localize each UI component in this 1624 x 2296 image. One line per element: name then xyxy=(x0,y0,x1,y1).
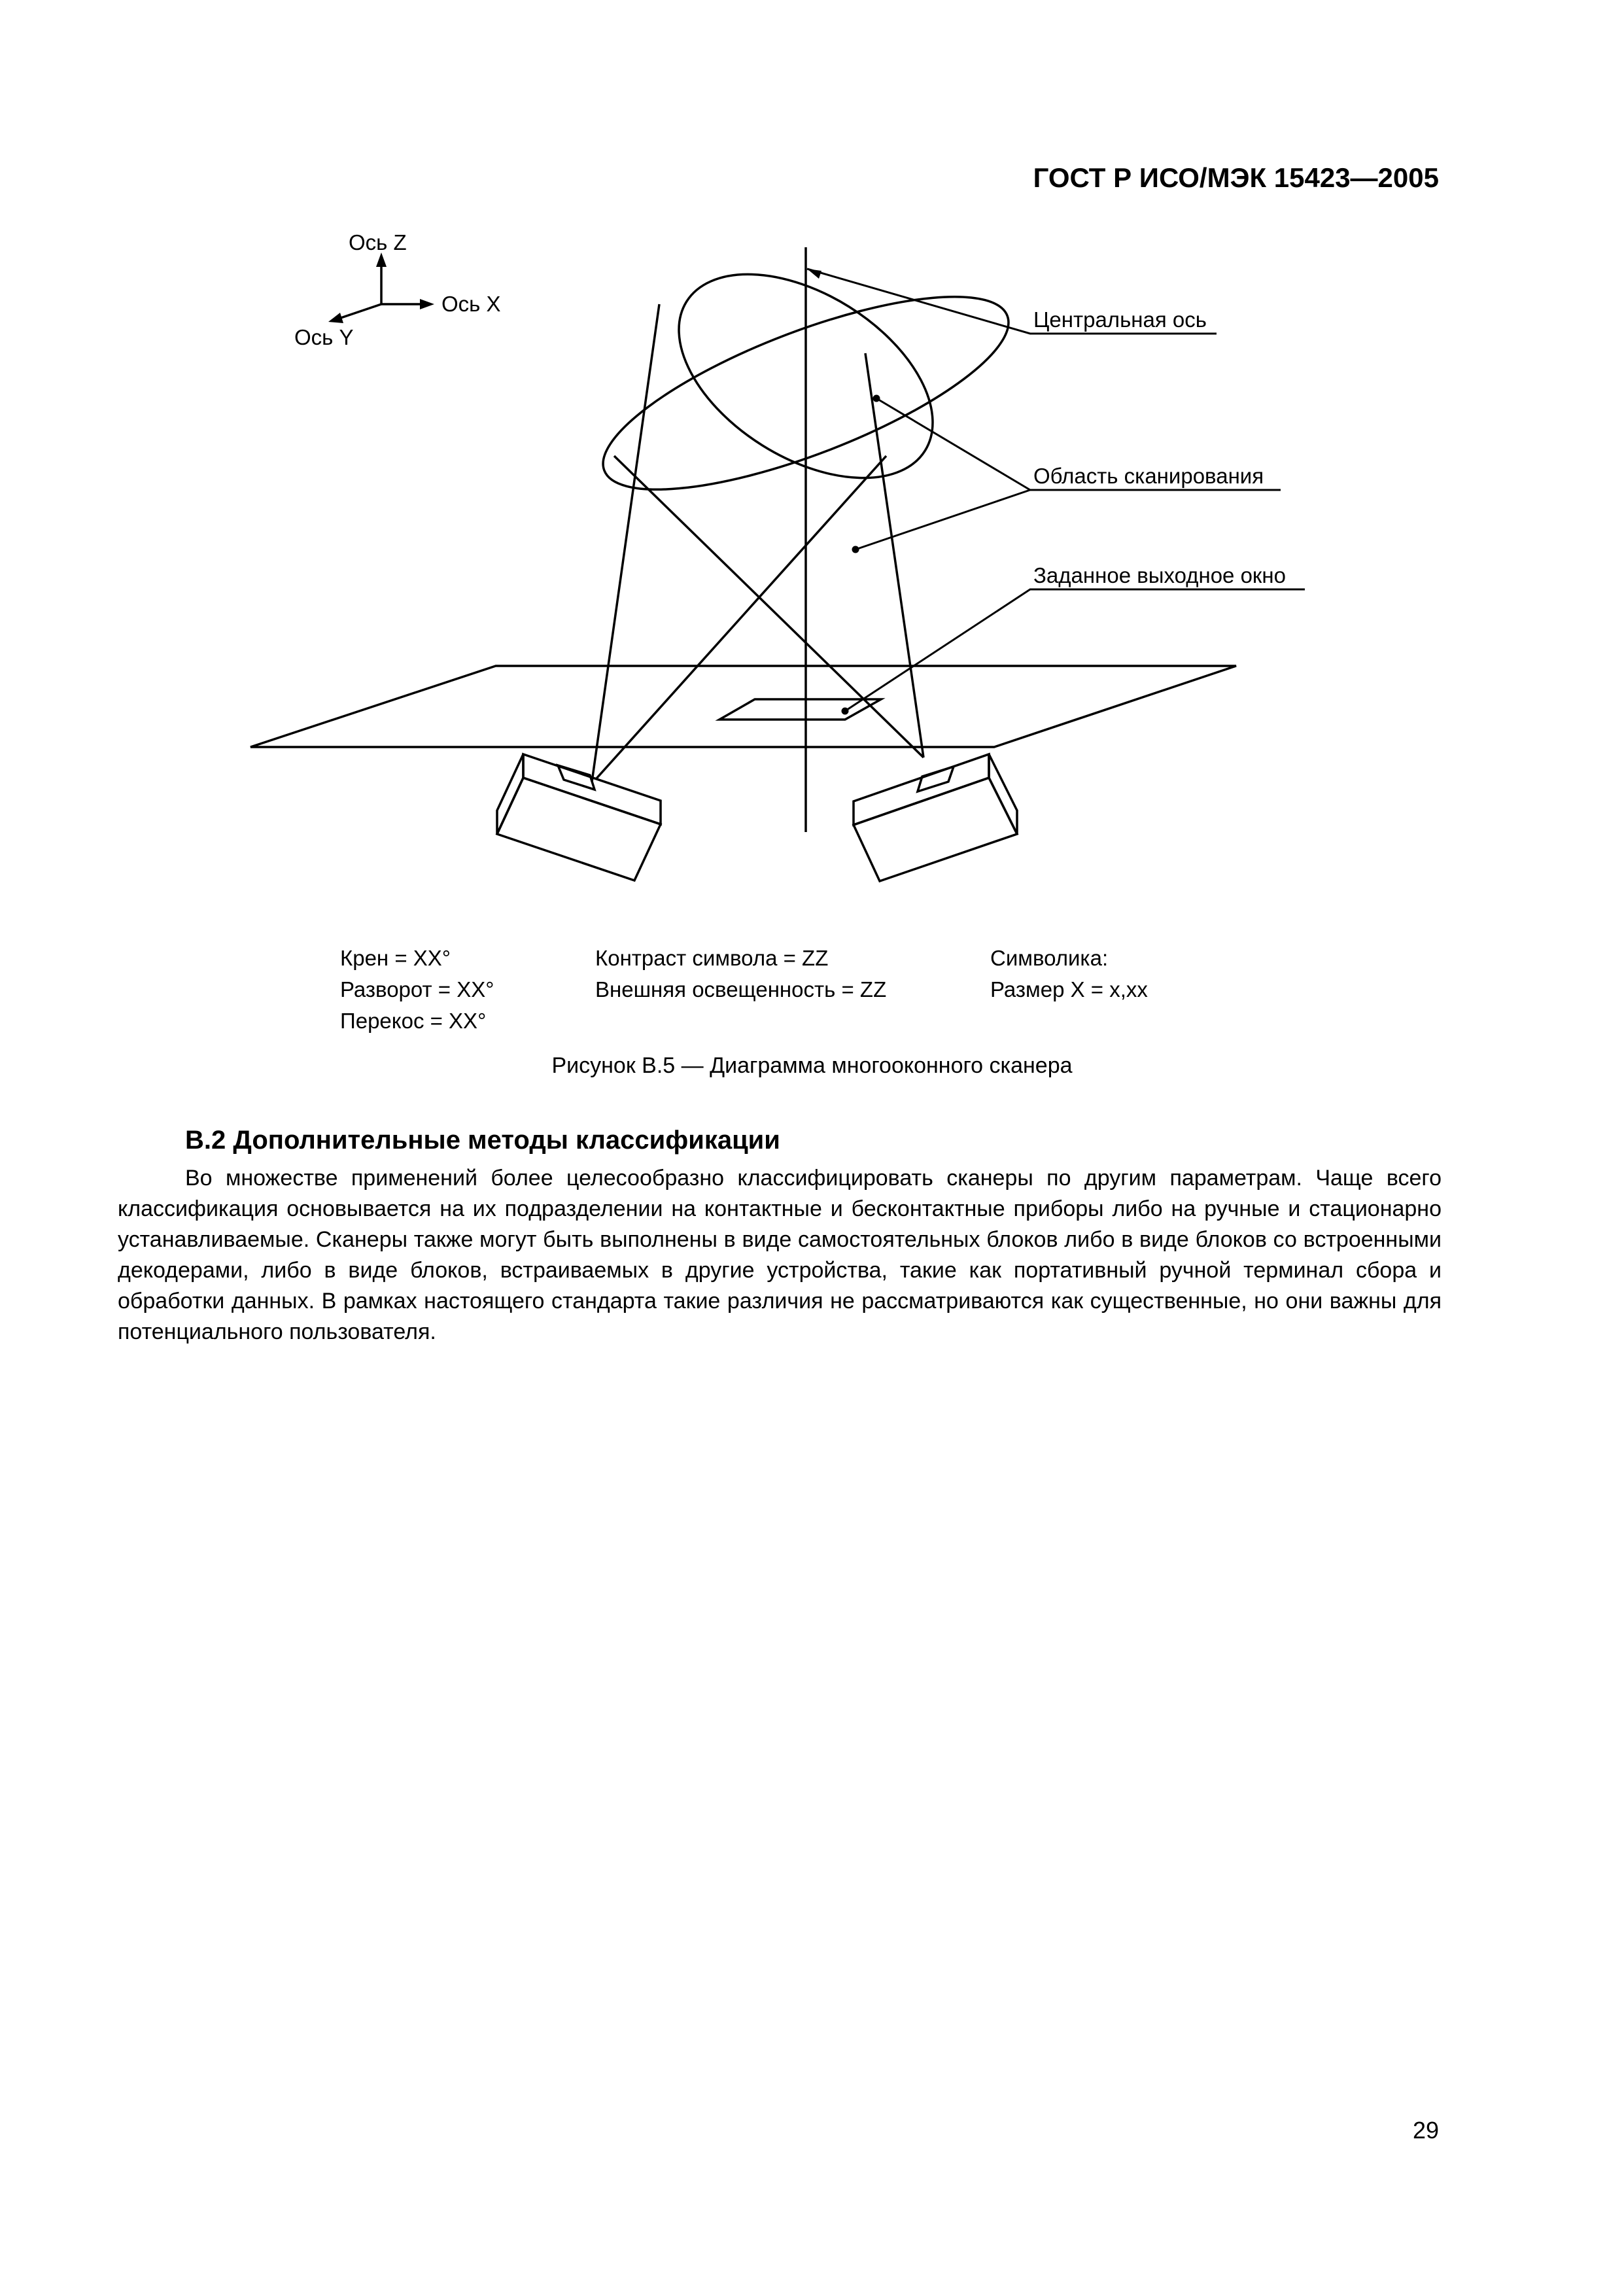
right-scanner xyxy=(854,754,1017,881)
section-title: В.2 Дополнительные методы классификации xyxy=(185,1126,780,1155)
callout-leaders xyxy=(807,269,1305,714)
section-paragraph: Во множестве применений более целесообразно классифицировать сканеры по другим параметрам. Чаще всего классификация основывается на их подразделении на контактные и бесконтактные приборы либо на ручные и стационарно устанавливаемые. Сканеры также могут быть выполнены в виде самостоятельных блоков либо в виде блоков со встроенными декодерами, либо в виде блоков, встраиваемых в другие устройства, такие как портативный ручной терминал сбора и обработки данных. В рамках настоящего стандарта такие различия не рассматриваются как существенные, но они важны для потенциального пользователя. xyxy=(118,1166,1442,1344)
callout-output-window: Заданное выходное окно xyxy=(1033,563,1286,587)
axis-indicator xyxy=(328,252,434,323)
param-symbology: Символика: xyxy=(990,946,1109,970)
axis-z-label: Ось Z xyxy=(349,230,407,254)
param-symbol-contrast: Контраст символа = ZZ xyxy=(595,946,829,970)
scanner-figure xyxy=(0,0,1624,1112)
page-number: 29 xyxy=(1412,2117,1439,2144)
params-orientation xyxy=(340,943,494,1037)
params-symbology xyxy=(990,943,1148,1005)
callout-central-axis: Центральная ось xyxy=(1033,307,1207,332)
param-x-size: Размер X = x,xx xyxy=(990,977,1148,1001)
axis-y-label: Ось Y xyxy=(294,325,354,349)
param-yaw: Разворот = XX° xyxy=(340,977,494,1001)
param-pitch: Перекос = XX° xyxy=(340,1009,487,1033)
document-header: ГОСТ Р ИСО/МЭК 15423—2005 xyxy=(1033,162,1439,193)
callout-scan-area: Область сканирования xyxy=(1033,464,1264,488)
left-scanner xyxy=(497,754,661,880)
axis-x-label: Ось X xyxy=(441,292,501,316)
figure-caption: Рисунок В.5 — Диаграмма многооконного сканера xyxy=(551,1053,1073,1078)
param-roll: Крен = XX° xyxy=(340,946,451,970)
param-ambient-light: Внешняя освещенность = ZZ xyxy=(595,977,887,1001)
params-contrast xyxy=(595,943,886,1005)
